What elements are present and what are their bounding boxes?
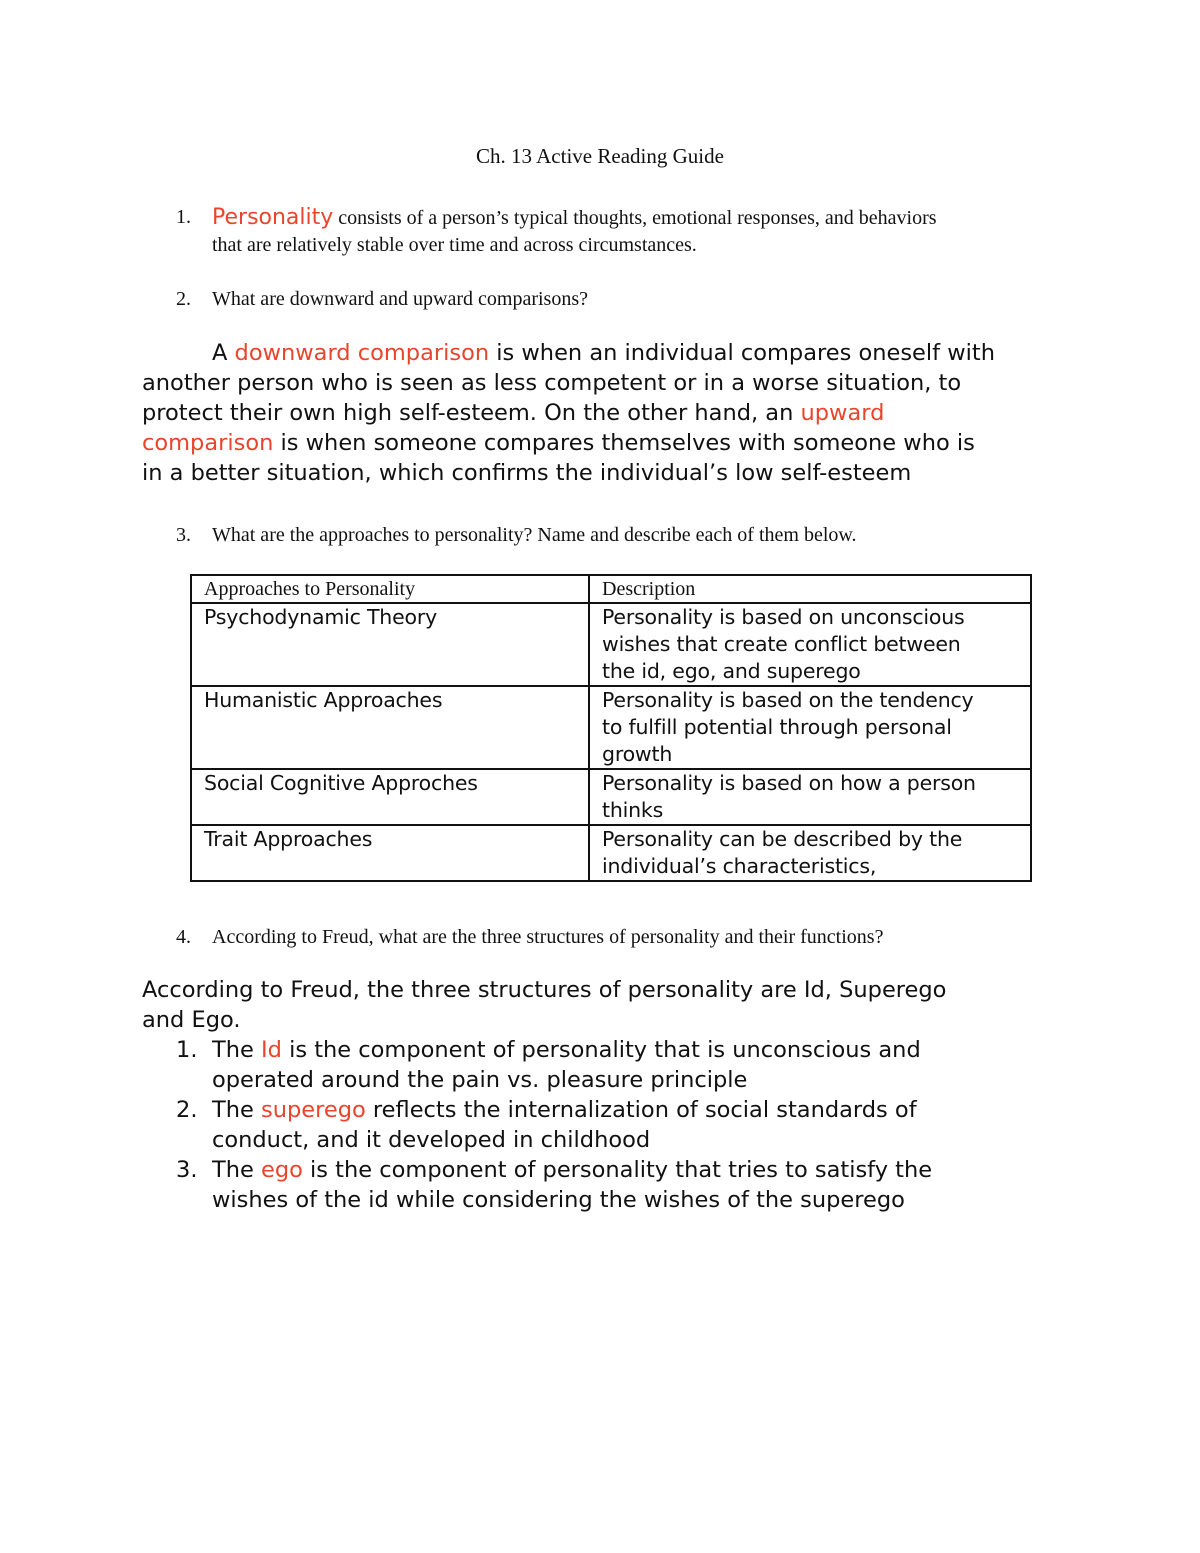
list-item (142, 1035, 1072, 1095)
answer-line (142, 338, 1072, 368)
list-item-line (212, 1095, 917, 1125)
list-text: is the component of personality that is unconscious and (281, 1037, 921, 1063)
list-item-line (212, 1155, 932, 1185)
answer-text: is when an individual compares oneself with (489, 340, 995, 366)
answer-line: in a better situation, which confirms the individual’s low self-esteem (142, 460, 912, 486)
list-text: The (212, 1037, 261, 1063)
approach-cell: Trait Approaches (191, 825, 589, 881)
description-line: Personality is based on the tendency (602, 688, 974, 712)
list-text: is the component of personality that tries to satisfy the (302, 1157, 933, 1183)
answer-line: and Ego. (142, 1007, 241, 1033)
answer-line (142, 398, 1072, 428)
list-item-line: operated around the pain vs. pleasure principle (212, 1067, 748, 1093)
page-title: Ch. 13 Active Reading Guide (476, 144, 724, 168)
answer-line: According to Freud, the three structures of personality are Id, Superego (142, 977, 947, 1003)
list-number: 3. (176, 1157, 198, 1183)
list-item-text (212, 1035, 921, 1095)
table-row (191, 686, 1031, 769)
answer-line: another person who is seen as less competent or in a worse situation, to (142, 370, 962, 396)
list-text: The (212, 1097, 261, 1123)
answer-text: is when someone compares themselves with someone who is (273, 430, 975, 456)
answer-2 (142, 338, 1072, 488)
approach-cell: Humanistic Approaches (191, 686, 589, 769)
table-header-row (191, 575, 1031, 603)
term-id: Id (261, 1037, 282, 1063)
description-cell (589, 825, 1031, 881)
term-superego: superego (261, 1097, 366, 1123)
question-4-text: According to Freud, what are the three structures of personality and their functions? (212, 926, 884, 948)
term-personality: Personality (212, 205, 334, 230)
list-item-text (212, 1155, 932, 1215)
question-number: 3. (176, 524, 191, 546)
list-number: 2. (176, 1097, 198, 1123)
question-1 (176, 204, 1076, 264)
term-downward-comparison: downward comparison (234, 340, 490, 366)
question-3-text: What are the approaches to personality? Name and describe each of them below. (212, 524, 857, 546)
description-cell (589, 769, 1031, 825)
list-item-text (212, 1095, 917, 1155)
question-3 (176, 522, 1076, 550)
table-header-cell: Approaches to Personality (191, 575, 589, 603)
freud-structures-list (142, 1035, 1072, 1215)
question-1-line1: consists of a person’s typical thoughts, emotional responses, and behaviors (333, 207, 937, 229)
question-number: 4. (176, 926, 191, 948)
description-cell (589, 686, 1031, 769)
description-line: thinks (602, 798, 664, 822)
description-line: Personality can be described by the (602, 827, 963, 851)
list-text: reflects the internalization of social standards of (365, 1097, 917, 1123)
approach-cell: Psychodynamic Theory (191, 603, 589, 686)
description-cell (589, 603, 1031, 686)
description-line: Personality is based on unconscious (602, 605, 965, 629)
table-row (191, 603, 1031, 686)
table-row (191, 769, 1031, 825)
answer-text: A (212, 340, 235, 366)
list-item-line (212, 1035, 921, 1065)
term-ego: ego (261, 1157, 303, 1183)
approaches-table (190, 574, 1032, 882)
answer-4-intro (142, 975, 1072, 1035)
question-number: 2. (176, 288, 191, 310)
question-2-text: What are downward and upward comparisons? (212, 288, 588, 310)
question-4 (176, 924, 1076, 952)
list-item (142, 1155, 1072, 1215)
description-line: individual’s characteristics, (602, 854, 877, 878)
list-number: 1. (176, 1037, 198, 1063)
approach-cell: Social Cognitive Approches (191, 769, 589, 825)
answer-text: protect their own high self-esteem. On the other hand, an (142, 400, 801, 426)
description-line: growth (602, 742, 673, 766)
question-number: 1. (176, 206, 191, 228)
answer-line (142, 428, 1072, 458)
list-item-line: wishes of the id while considering the wishes of the superego (212, 1187, 905, 1213)
term-upward: upward (800, 400, 885, 426)
table-row (191, 825, 1031, 881)
question-1-text (212, 204, 937, 259)
question-2 (176, 286, 1076, 314)
question-1-line2: that are relatively stable over time and across circumstances. (212, 234, 697, 256)
list-item-line: conduct, and it developed in childhood (212, 1127, 651, 1153)
description-line: Personality is based on how a person (602, 771, 976, 795)
description-line: wishes that create conflict between (602, 632, 961, 656)
list-text: The (212, 1157, 261, 1183)
description-line: to fulfill potential through personal (602, 715, 952, 739)
term-comparison: comparison (142, 430, 274, 456)
description-line: the id, ego, and superego (602, 659, 861, 683)
table-header-cell: Description (589, 575, 1031, 603)
list-item (142, 1095, 1072, 1155)
